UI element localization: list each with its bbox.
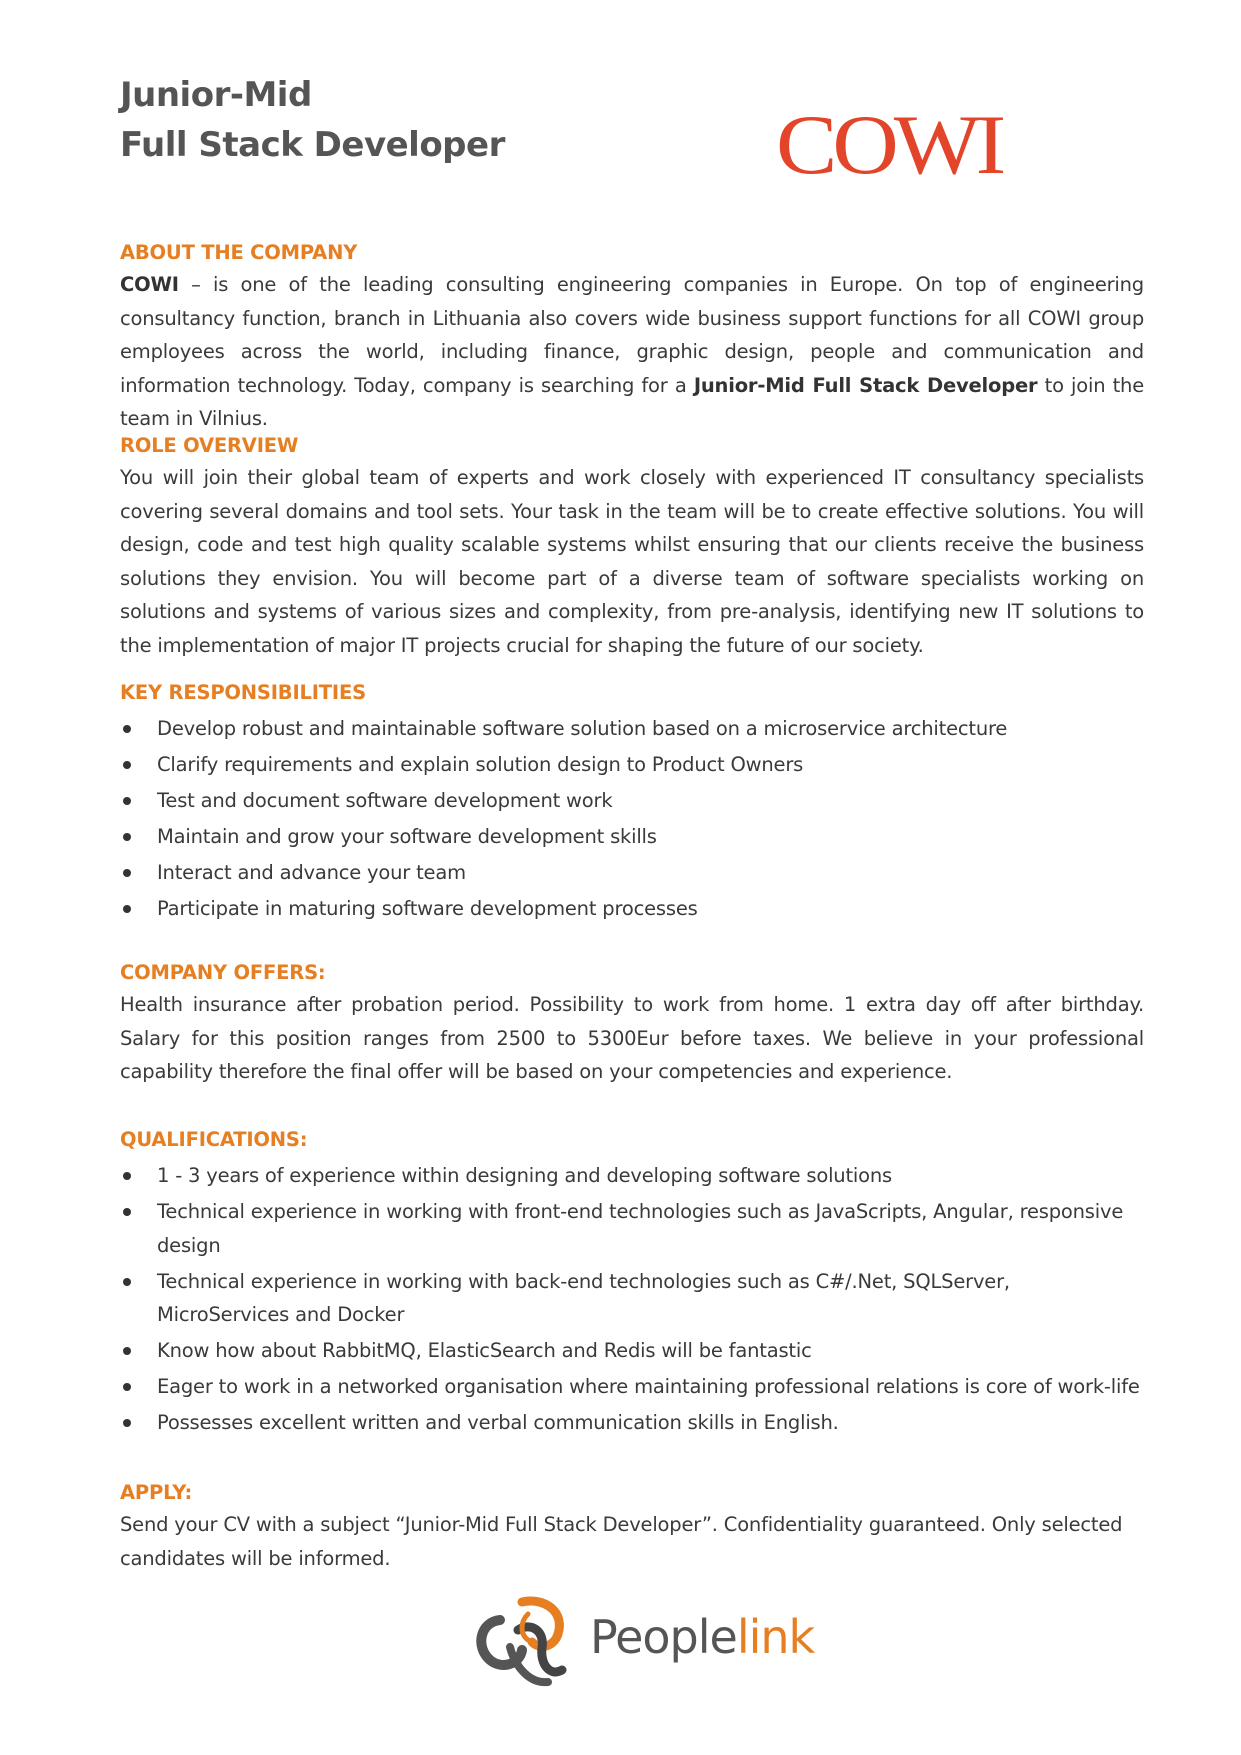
responsibilities-list xyxy=(120,712,1144,926)
list-item: 1 - 3 years of experience within designing and developing software solutions xyxy=(120,1159,1144,1193)
list-item: Eager to work in a networked organisation where maintaining professional relations is core of work-life xyxy=(120,1370,1144,1404)
list-item: Maintain and grow your software development skills xyxy=(120,820,1144,854)
cowi-logo: COWI xyxy=(776,97,1002,192)
peoplelink-logo xyxy=(470,1592,815,1692)
apply-text: Send your CV with a subject “Junior-Mid Full Stack Developer”. Confidentiality guaranteed. Only selected candidates will be informed. xyxy=(120,1513,1123,1570)
peoplelink-wordmark-accent: link xyxy=(736,1610,815,1664)
apply-heading: APPLY: xyxy=(120,1481,193,1504)
list-item: Possesses excellent written and verbal communication skills in English. xyxy=(120,1406,1144,1440)
list-item: Test and document software development work xyxy=(120,784,1144,818)
about-text xyxy=(120,268,1144,436)
role-overview-section xyxy=(120,431,1144,662)
list-item: Technical experience in working with front-end technologies such as JavaScripts, Angular, responsive design xyxy=(120,1195,1144,1262)
job-title-line1: Junior-Mid xyxy=(120,75,312,115)
about-company-name: COWI xyxy=(120,273,179,296)
job-title-line2: Full Stack Developer xyxy=(120,125,505,165)
offers-text: Health insurance after probation period. Possibility to work from home. 1 extra day off after birthday. Salary for this position ranges from 2500 to 5300Eur before taxes. We believe in your professional capability therefore the final offer will be based on your competencies and experience. xyxy=(120,993,1144,1083)
list-item: Clarify requirements and explain solution design to Product Owners xyxy=(120,748,1144,782)
apply-section xyxy=(120,1478,1144,1575)
peoplelink-wordmark-main: People xyxy=(590,1610,737,1664)
role-overview-heading: ROLE OVERVIEW xyxy=(120,434,299,457)
offers-section xyxy=(120,958,1144,1089)
offers-heading: COMPANY OFFERS: xyxy=(120,961,326,984)
about-role-name: Junior-Mid Full Stack Developer xyxy=(693,373,1038,397)
list-item: Interact and advance your team xyxy=(120,856,1144,890)
responsibilities-heading: KEY RESPONSIBILITIES xyxy=(120,681,366,704)
list-item: Participate in maturing software development processes xyxy=(120,892,1144,926)
list-item: Know how about RabbitMQ, ElasticSearch and Redis will be fantastic xyxy=(120,1334,1144,1368)
responsibilities-section xyxy=(120,678,1144,928)
about-text-part1: – is one of the leading consulting engineering companies in Europe. On top of engineering consultancy function, branch in Lithuania also covers wide business support functions for all COWI group employees across the world, including finance, graphic design, people and communication and information technology. Today, company is searching for a xyxy=(120,273,1144,397)
qualifications-heading: QUALIFICATIONS: xyxy=(120,1128,308,1151)
peoplelink-logo-icon xyxy=(470,1592,570,1692)
list-item: Develop robust and maintainable software solution based on a microservice architecture xyxy=(120,712,1144,746)
role-overview-text: You will join their global team of experts and work closely with experienced IT consultancy specialists covering several domains and tool sets. Your task in the team will be to create effective solutions. You will design, code and test high quality scalable systems whilst ensuring that our clients receive the business solutions they envision. You will become part of a diverse team of software specialists working on solutions and systems of various sizes and complexity, from pre-analysis, identifying new IT solutions to the implementation of major IT projects crucial for shaping the future of our society. xyxy=(120,466,1144,657)
list-item: Technical experience in working with back-end technologies such as C#/.Net, SQLServer, MicroServices and Docker xyxy=(120,1265,1144,1332)
qualifications-list xyxy=(120,1159,1144,1440)
peoplelink-wordmark xyxy=(590,1610,814,1664)
about-text-part2: to join the team in Vilnius. xyxy=(120,373,1145,430)
qualifications-section xyxy=(120,1125,1144,1442)
about-heading: ABOUT THE COMPANY xyxy=(120,241,358,264)
about-section xyxy=(120,238,1144,436)
